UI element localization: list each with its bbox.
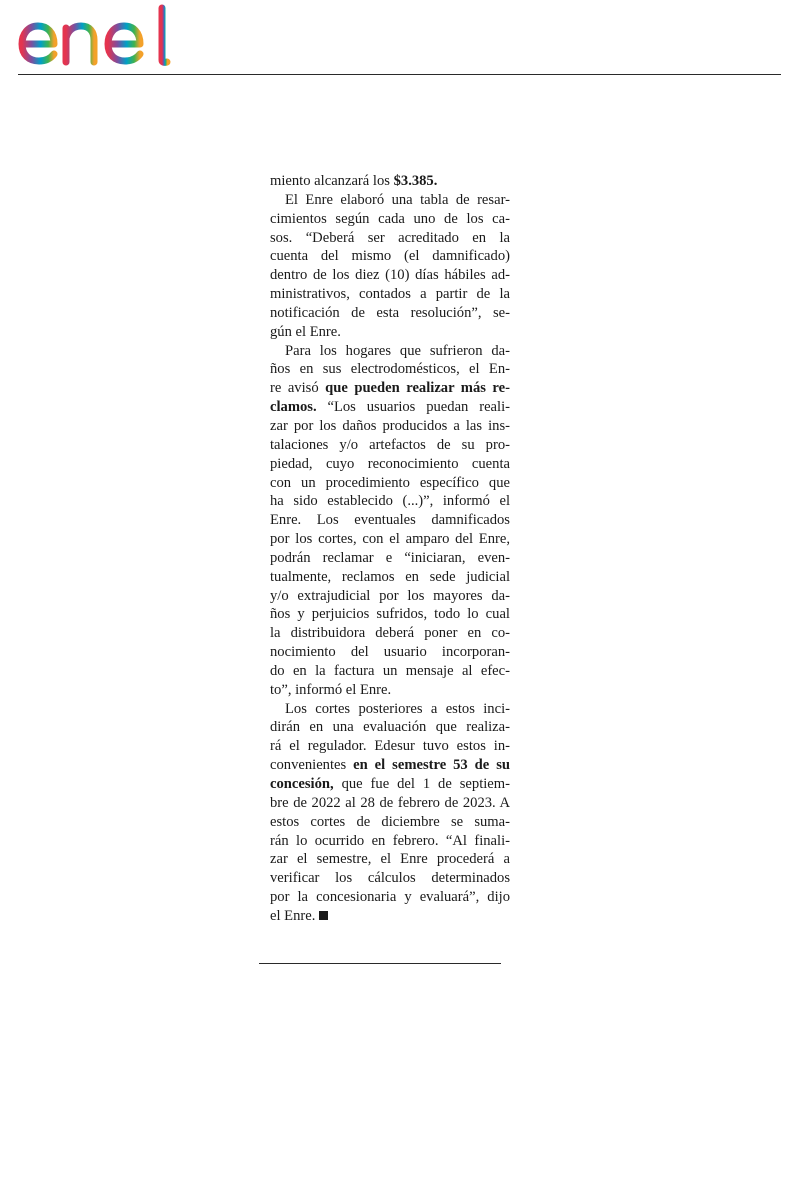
text-run: dirán en una evaluación que realiza- [270,719,510,736]
text-line [270,323,510,342]
text-run: que fue del 1 de septiem- [333,776,510,792]
text-line [270,832,510,851]
text-run: miento alcanzará los [270,173,394,189]
text-run: rán lo ocurrido en febrero. “Al finali- [270,832,510,849]
text-line [270,643,510,662]
text-line [270,474,510,493]
end-of-article-mark [319,911,328,920]
text-run: con un procedimiento específico que [270,474,510,491]
text-run: ha sido establecido (...)”, informó el [270,493,510,510]
text-run: estos cortes de diciembre se suma- [270,813,510,830]
text-run: cuenta del mismo (el damnificado) [270,248,510,265]
text-line [270,360,510,379]
text-line [270,191,510,210]
text-line [270,398,510,417]
text-line [270,681,510,700]
bold-text: que pueden realizar más re- [325,380,510,397]
text-line [270,737,510,756]
enel-logo-graphic [16,2,186,68]
text-line [270,342,510,361]
header-divider [18,74,781,75]
article-paragraph [270,700,510,926]
text-run: dentro de los diez (10) días hábiles ad- [270,267,510,284]
text-run: la distribuidora deberá poner en co- [270,625,510,642]
text-line [270,907,510,926]
text-line [270,417,510,436]
article-end-rule [259,963,501,964]
text-line [270,511,510,530]
text-run: zar por los daños producidos a las ins- [270,417,510,434]
text-run: re avisó [270,380,326,397]
text-line [270,492,510,511]
text-run: podrán reclamar e “iniciaran, even- [270,549,510,566]
text-run: Los cortes posteriores a estos inci- [285,700,510,717]
text-line [270,869,510,888]
text-line [270,210,510,229]
text-run: gún el Enre. [270,323,341,340]
text-line [270,229,510,248]
article-paragraph [270,342,510,700]
text-run: por la concesionaria y evaluará”, dijo [270,889,510,906]
text-run: ños y perjuicios sufridos, todo lo cual [270,606,510,623]
text-run: convenientes [270,757,354,774]
text-run: ños en sus electrodomésticos, el En- [270,361,510,378]
text-line [270,266,510,285]
text-run: to”, informó el Enre. [270,681,392,698]
text-line [270,436,510,455]
text-line [270,718,510,737]
text-line [270,549,510,568]
article-paragraph [270,191,510,342]
text-line [270,455,510,474]
text-run: bre de 2022 al 28 de febrero de 2023. A [270,794,510,811]
text-run: y/o extrajudicial por los mayores da- [270,587,510,604]
text-run: verificar los cálculos determinados [270,870,510,887]
text-line [270,888,510,907]
text-line [270,662,510,681]
text-line [270,850,510,869]
text-run: Para los hogares que sufrieron da- [285,342,510,359]
text-line [270,247,510,266]
text-line [270,304,510,323]
text-line [270,587,510,606]
text-run: do en la factura un mensaje al efec- [270,662,510,679]
text-run: sos. “Deberá ser acreditado en la [270,229,510,246]
text-run: nocimiento del usuario incorporan- [270,644,510,661]
text-run: talaciones y/o artefactos de su pro- [270,436,510,453]
text-run: ministrativos, contados a partir de la [270,286,510,303]
text-line [270,285,510,304]
text-line [270,756,510,775]
text-line [270,172,510,191]
text-line [270,794,510,813]
bold-text: en el semestre 53 de su [353,757,510,774]
text-run: “Los usuarios puedan reali- [316,399,510,416]
text-line [270,813,510,832]
bold-text: clamos. [270,399,317,416]
text-run: El Enre elaboró una tabla de resar- [285,191,510,208]
text-run: el Enre. [270,907,316,924]
text-line [270,700,510,719]
enel-logo [16,2,186,68]
text-run: tualmente, reclamos en sede judicial [270,568,510,585]
text-line [270,568,510,587]
text-line [270,775,510,794]
text-run: cimientos según cada uno de los ca- [270,210,510,227]
text-line [270,379,510,398]
text-run: rá el regulador. Edesur tuvo estos in- [270,738,510,755]
text-line [270,624,510,643]
text-run: por los cortes, con el amparo del Enre, [270,531,510,548]
text-line [270,605,510,624]
text-run: piedad, cuyo reconocimiento cuenta [270,455,510,472]
text-line [270,530,510,549]
text-run: Enre. Los eventuales damnificados [270,512,510,529]
text-run: notificación de esta resolución”, se- [270,304,510,321]
text-run: zar el semestre, el Enre procederá a [270,851,510,868]
bold-text: $3.385. [393,173,438,189]
article-paragraph [270,172,510,191]
article-body [270,172,510,926]
bold-text: concesión, [270,776,334,792]
